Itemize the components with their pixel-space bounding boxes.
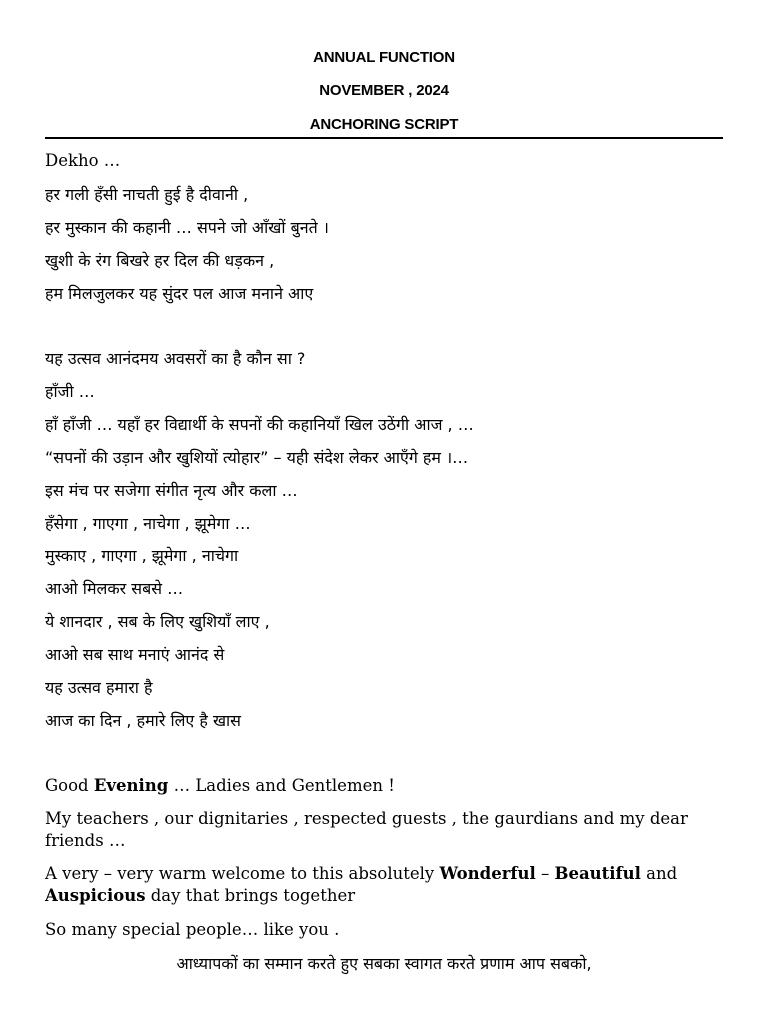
verse-line-7: मुस्काए , गाएगा , झूमेगा , नाचेगा <box>45 546 239 565</box>
welcome-bold-wonderful: Wonderful <box>439 864 536 883</box>
greeting-post: … Ladies and Gentlemen ! <box>168 776 395 795</box>
welcome-bold-auspicious: Auspicious <box>45 886 146 905</box>
title-anchoring-script: ANCHORING SCRIPT <box>309 116 459 133</box>
verse-line-9: ये शानदार , सब के लिए खुशियाँ लाए , <box>45 612 270 631</box>
verse-line-8: आओ मिलकर सबसे … <box>45 579 184 598</box>
poem-line-4: खुशी के रंग बिखरे हर दिल की धड़कन , <box>45 251 275 270</box>
verse-line-4: “सपनों की उड़ान और खुशियों त्योहार” – यही संदेश लेकर आएँगे हम ।… <box>45 448 469 467</box>
verse-line-11: यह उत्सव हमारा है <box>45 678 153 697</box>
verse-line-12: आज का दिन , हमारे लिए है खास <box>45 711 241 730</box>
welcome-text-g: day that brings together <box>145 886 356 905</box>
warm-welcome-paragraph <box>45 863 725 907</box>
hindi-closing-line: आध्यापकों का सम्मान करते हुए सबका स्वागत करते प्रणाम आप सबको, <box>176 954 592 973</box>
special-people-line: So many special people… like you . <box>45 920 340 939</box>
welcome-paragraph: My teachers , our dignitaries , respected guests , the gaurdians and my dear friends … <box>45 809 688 850</box>
welcome-text-e: and <box>640 864 678 883</box>
welcome-text-a: A very – very warm welcome to this absolutely <box>45 864 440 883</box>
verse-line-1: यह उत्सव आनंदमय अवसरों का है कौन सा ? <box>45 349 306 368</box>
verse-line-2: हाँजी … <box>45 382 95 401</box>
title-annual-function: ANNUAL FUNCTION <box>313 49 455 66</box>
greeting-bold: Evening <box>93 776 169 795</box>
header-divider <box>45 137 723 139</box>
verse-line-10: आओ सब साथ मनाएं आनंद से <box>45 645 225 664</box>
verse-line-3: हाँ हाँजी … यहाँ हर विद्यार्थी के सपनों की कहानियाँ खिल उठेंगी आज , … <box>45 415 474 434</box>
welcome-bold-beautiful: Beautiful <box>554 864 641 883</box>
greeting-line <box>45 775 725 797</box>
verse-line-6: हँसेगा , गाएगा , नाचेगा , झूमेगा … <box>45 514 251 533</box>
welcome-text-c: – <box>535 864 555 883</box>
greeting-pre: Good <box>45 776 94 795</box>
poem-line-5: हम मिलजुलकर यह सुंदर पल आज मनाने आए <box>45 284 314 303</box>
verse-line-5: इस मंच पर सजेगा संगीत नृत्य और कला … <box>45 481 298 500</box>
title-date: NOVEMBER , 2024 <box>319 82 449 99</box>
poem-line-3: हर मुस्कान की कहानी … सपने जो आँखों बुनते । <box>45 218 329 237</box>
poem-line-2: हर गली हँसी नाचती हुई है दीवानी , <box>45 185 249 204</box>
poem-line-1: Dekho … <box>45 151 121 170</box>
